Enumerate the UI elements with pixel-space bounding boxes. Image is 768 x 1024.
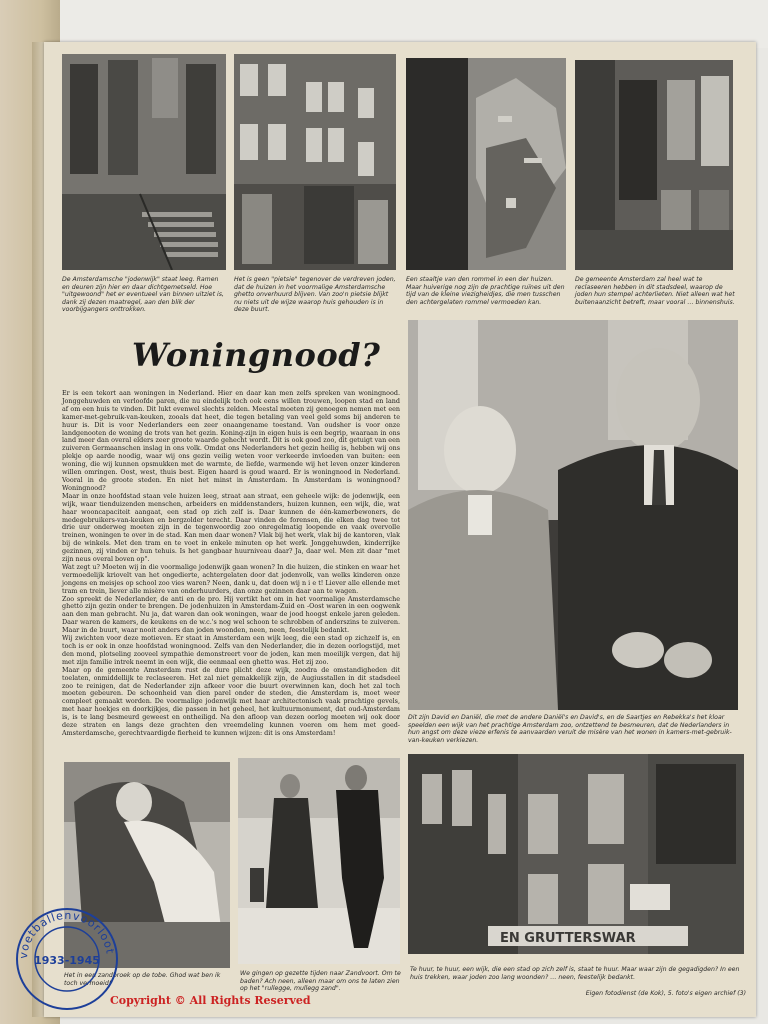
caption-top3: Een staaltje van den rommel in een der huizen. Maar huiverige nog zijn de prachtige ruïnes uit den tijd van de kleine viezigheidjes, die men tusschen den achtergelaten rommel vermoeden kan.	[406, 276, 565, 306]
archive-stamp	[12, 904, 122, 1014]
copyright-notice: Copyright © All Rights Reserved	[110, 994, 311, 1007]
svg-text:EN GRUTTERSWAR: EN GRUTTERSWAR	[500, 931, 636, 946]
caption-top1: De Amsterdamsche "jodenwijk" staat leeg. Ramen en deuren zijn hier en daar dichtgemetseld. Hoe "uitgewoond" het er eventueel van binnen uitziet is, dank zij dezen maatregel, aan den blik der voorbijgangers onttrokken.	[62, 276, 224, 314]
caption-top4: De gemeente Amsterdam zal heel wat te reclaseeren hebben in dit stadsdeel, waarop de joden hun stempel achterlieten. Niet alleen wat het buitenaanzicht betreft, maar vooral … binnenshuis.	[575, 276, 735, 306]
caption-top2: Het is geen "pietsie" tegenover de verdreven joden, dat de huizen in het voormalige Amsterdamsche ghetto onverhuurd blijven. Van zoo'n pietsie blijkt nu niets uit de wijze waarop huis gehouden is in deze buurt.	[234, 276, 396, 314]
photo-rubble-interior	[406, 58, 566, 270]
caption-portrait: Dit zijn David en Daniël, die met de andere Daniël's en David's, en de Saartjes en Rebekka's het kloar speelden een wijk van het prachtige Amsterdam zoo, ontzettend te besmeuren, dat de Nederlanders in hun angst om deze vieze erfenis te aanvaarden veruit de misère van het wonen in kamers-met-gebruik-van-keuken verkiezen.	[408, 714, 732, 744]
article-paragraph: Wij zwichten voor deze motieven. Er staat in Amsterdam een wijk leeg, die een stad op zichzelf is, en toch is er ook in onze hoofdstad woningnood. Zelfs van den Nederlander, die in dezen oorlogstijd, met den mond, plotseling zooveel sympathie demonstreert voor de joden, kan men moeilijk vergen, dat hij met zijn familie intrek neemt in een wijk, die eenmaal een ghetto was. Het zij zoo.	[62, 634, 400, 666]
article-body	[62, 390, 400, 738]
article-paragraph: Zoo spreekt de Nederlander, de anti en de pro. Hij vertikt het om in het voormalige Amsterdamsche ghetto zijn gezin onder te brengen. De jodenhuizen in Amsterdam-Zuid en -Oost waren in een oogwenk aan den man gebracht. Nu ja, dat waren dan ook woningen, waar de jood hoogst enkele jaren geleden. Daar waren de kamers, de keukens en de w.c.'s nog wel schoon te schrobben of anderszins te zuiveren. Maar in de buurt, waar nooit anders dan joden woonden, neen, neen, feestelijk bedankt.	[62, 594, 400, 635]
background-top	[0, 0, 768, 48]
photo-ghetto-facade	[234, 54, 396, 270]
article-paragraph: Er is een tekort aan woningen in Nederland. Hier en daar kan men zelfs spreken van woningnood. Jonggehuwden en verloofde paren, die nu eindelijk toch ook eens willen trouwen, loopen stad en land af om een huis te vinden. Dit lukt evenwel slechts zelden. Meestal moeten zij genoegen nemen met een kamer-met-gebruik-van-keuken, zooals dat heet, die tegen betaling van veel geld soms bij anderen te huur is. Dit is voor Nederlanders een zeer onaangename toestand. Van oudsher is voor onze landgenooten de woning de trots van het gezin. Koning-zijn in eigen huis is een begrip, waaraan in ons land meer dan overal elders zeer groote waarde gehecht wordt. Dit is ook goed zoo, dit getuigt van een zuiveren Germaanschen inslag in ons volk. Omdat ons Nederlanders het gezin heilig is, hebben wij ons plekje op aarde noodig, waar wij ons gezin veilig weten voor verkeerde invloeden van buiten: een woning, die wij kunnen opsmukken met de warmte, de liefde, warmende wij het leven onzer kinderen willen omringen. Oost, west, thuis best. Eigen haard is goud waard. Er is woningnood in Nederland. Vooral in de groote steden. En niet het minst in Amsterdam. In Amsterdam is woningnood? Woningnood?	[62, 389, 400, 492]
stamp-years: 1933-1945	[34, 954, 100, 967]
stamp-text: voetballenvoorloot	[16, 908, 117, 960]
photo-empty-street-shops	[408, 754, 744, 954]
article-paragraph: Maar in onze hoofdstad staan vele huizen leeg, straat aan straat, een geheele wijk: de jodenwijk, een wijk, waar tienduizenden menschen, arbeiders en middenstanders, huizen kunnen, een wijk, die, wat haar wooncapaciteit aangaat, een stad op zich zelf is. Daar kunnen de één-kamerbewoners, de medegebruikers-van-keuken en bergzolder terecht. Daar vinden de forensen, die elken dag twee tot drie uur onderweg moeten zijn in de tegenwoordig zoo onregelmatig loopende en vaak overvolle treinen, woningen te over in de stad. Kan men daar wonen? Vlak bij het werk, vlak bij de kantoren, vlak bij de winkels. Met den tram en te voet in enkele minuten op het werk. Jonggehuwden, kinderrijke gezinnen, zij vinden er hun tehuis. Is het gangbaar huurniveau daar? Ja, daar wel. Men zit daar "met zijn neus overal boven op".	[62, 491, 400, 564]
photo-empty-house-steps	[62, 54, 226, 270]
article-paragraph: Wat zegt u? Moeten wij in die voormalige jodenwijk gaan wonen? In die huizen, die stinken en waar het vermoedelijk kriovelt van het ongedierte, achtergelaten door dat jodenvolk, van welks kinderen onze jongens en meisjes op school zoo vies waren? Neen, dank u, dat doen wij n i e t! Liever alle ellende met tram en trein, liever alle misère van onderhuurders, dan onze gezinnen daar aan te wagen.	[62, 562, 400, 595]
caption-bottom3: Te huur, te huur, een wijk, die een stad op zich zelf is, staat te huur. Maar waar zijn de gegadigden? In een huis trekken, waar joden zoo lang woonden? … neen, feestelijk bedankt.	[410, 966, 740, 981]
photo-credit: Eigen fotodienst (de Kok), 5. foto's eigen archief (3)	[585, 990, 746, 997]
photo-rundown-doorway	[575, 60, 733, 270]
article-paragraph: Maar op de gemeente Amsterdam rust de dure plicht deze wijk, zoodra de omstandigheden dit toelaten, onmiddellijk te reclaseeren. Het zal niet gemakkelijk zijn, de Augiusstallen in dit stadsdeel zoo te reinigen, dat de Nederlander zijn afkeer voor die buurt overwinnen kan, doch het zal toch moeten gebeuren. De schoonheid van dien parel onder de steden, die Amsterdam is, moet weer compleet gemaakt worden. De voormalige jodenwijk met haar architectonisch vaak prachtige gevels, met haar hoekjes en doorkijkjes, die passen in het geheel, het kultuurmonument, dat oud-Amsterdam is, is te lang besmeurd geweest en ontheiligd. Na den afloop van dezen oorlog moeten wij ook door deze straten en langs deze grachten den vreemdeling kunnen voeren om hem met goed-Amsterdamsche, gerechtvaardigde fierheid te kunnen wijzen: dit is ons Amsterdam!	[62, 665, 400, 737]
caption-bottom2: We gingen op gezette tijden naar Zandvoort. Om te baden? Ach neen, alleen maar om ons te laten zien op het "rullegge, mullegg zand".	[240, 970, 401, 993]
article-title: Woningnood?	[132, 336, 381, 374]
photo-two-women-walking	[238, 758, 400, 964]
svg-text:voetballenvoorloot	[17, 909, 117, 959]
photo-two-men-portrait	[408, 320, 738, 710]
caption-bottom1: Het in een zandbroek op de tobe. Ghod wat ben ik toch vermoeid!	[64, 972, 221, 987]
